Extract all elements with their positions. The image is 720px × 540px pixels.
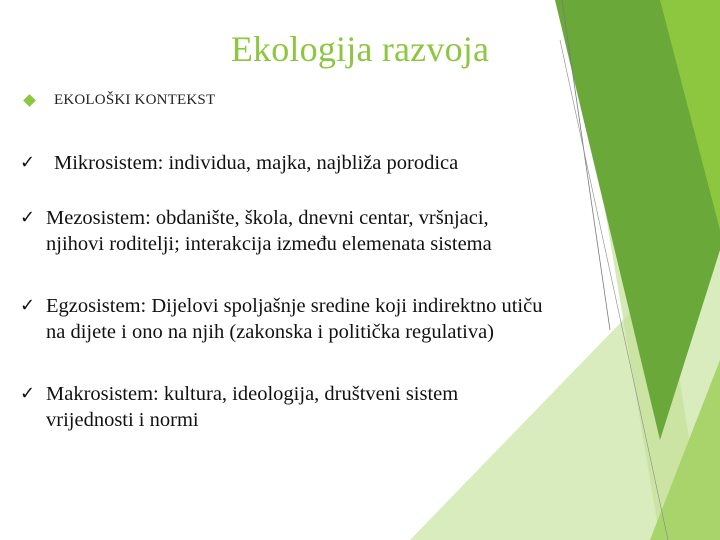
list-item-mikrosistem <box>20 150 630 176</box>
checkmark-icon: ✓ <box>20 295 36 316</box>
list-item-line: vrijednosti i normi <box>46 409 199 431</box>
checkmark-icon: ✓ <box>20 207 36 228</box>
list-item-line: Egzosistem: Dijelovi spoljašnje sredine koji indirektno utiču <box>46 295 543 317</box>
list-item-line: Mezosistem: obdanište, škola, dnevni centar, vršnjaci, <box>46 207 489 229</box>
checkmark-icon: ✓ <box>20 152 36 173</box>
section-heading <box>20 92 215 109</box>
list-item-makrosistem <box>20 381 630 433</box>
checkmark-icon: ✓ <box>20 383 36 404</box>
slide-title-text: Ekologija razvoja <box>230 29 490 69</box>
slide-title <box>0 28 720 70</box>
list-item-egzosistem <box>20 293 630 345</box>
diamond-bullet-icon <box>23 94 36 107</box>
list-item-line: njihovi roditelji; interakcija između elemenata sistema <box>46 233 492 255</box>
section-heading-label: EKOLOŠKI KONTEKST <box>54 92 216 108</box>
list-item-mezosistem <box>20 205 630 257</box>
list-item-line: Makrosistem: kultura, ideologija, društveni sistem <box>46 383 459 405</box>
list-item-line: Mikrosistem: individua, majka, najbliža porodica <box>54 152 459 174</box>
list-item-line: na dijete i ono na njih (zakonska i politička regulativa) <box>46 321 495 343</box>
